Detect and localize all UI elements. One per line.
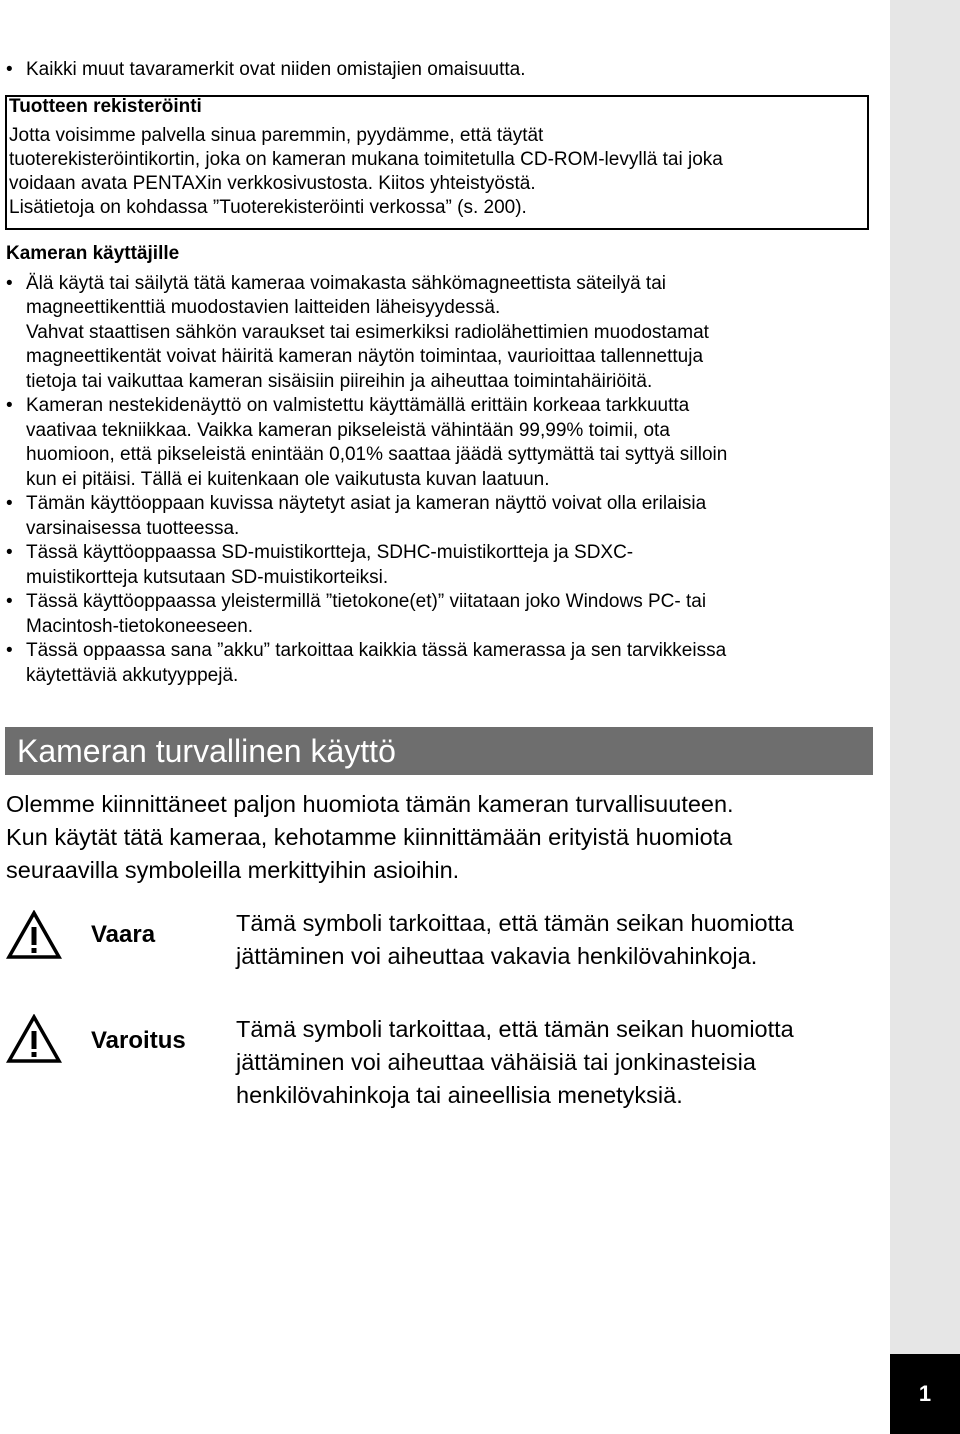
caution-description: henkilövahinkoja tai aineellisia menetyksiä. (236, 1082, 683, 1108)
users-bullet-line: Älä käytä tai säilytä tätä kameraa voimakasta sähkömagneettista säteilyä tai (26, 273, 666, 294)
users-bullet-line: vaativaa tekniikkaa. Vaikka kameran pikseleistä vähintään 99,99% toimii, ota (26, 420, 670, 441)
users-bullet-line: huomioon, että pikseleistä enintään 0,01% saattaa jäädä syttymättä tai syttyä silloin (26, 444, 728, 465)
caution-label: Varoitus (91, 1027, 186, 1054)
registration-line: Lisätietoja on kohdassa ”Tuoterekisteröinti verkossa” (s. 200). (9, 197, 527, 218)
users-bullet-line: Tässä käyttöoppaassa yleistermillä ”tietokone(et)” viitataan joko Windows PC- tai (26, 591, 707, 612)
safety-intro-line: seuraavilla symboleilla merkittyihin asioihin. (6, 857, 460, 883)
users-bullet-line: Tämän käyttöoppaan kuvissa näytetyt asiat ja kameran näyttö voivat olla erilaisia (26, 493, 707, 514)
users-bullet-line: Kameran nestekidenäyttö on valmistettu käyttämällä erittäin korkeaa tarkkuutta (26, 395, 690, 416)
bullet-marker: • (6, 59, 13, 80)
bullet-marker: • (6, 542, 13, 563)
users-bullet-line: kun ei pitäisi. Tällä ei kuitenkaan ole vaikutusta kuvan laatuun. (26, 469, 550, 490)
users-bullet-line: Tässä käyttöoppaassa SD-muistikortteja, SDHC-muistikortteja ja SDXC- (26, 542, 634, 563)
bullet-marker: • (6, 395, 13, 416)
caution-description: Tämä symboli tarkoittaa, että tämän seikan huomiotta (236, 1016, 794, 1042)
side-margin-bar (890, 0, 960, 1434)
bullet-marker: • (6, 273, 13, 294)
registration-title: Tuotteen rekisteröinti (9, 96, 202, 117)
users-bullet-line: magneettikenttiä muodostavien laitteiden läheisyydessä. (26, 297, 501, 318)
users-bullet-line: tietoja tai vaikuttaa kameran sisäisiin piireihin ja aiheuttaa toimintahäiriöitä. (26, 371, 653, 392)
users-bullet-line: Vahvat staattisen sähkön varaukset tai esimerkiksi radiolähettimien muodostamat (26, 322, 709, 343)
bullet-marker: • (6, 493, 13, 514)
users-bullet-line: käytettäviä akkutyyppejä. (26, 665, 239, 686)
safety-intro-line: Olemme kiinnittäneet paljon huomiota tämän kameran turvallisuuteen. (6, 791, 734, 817)
users-bullet-line: muistikortteja kutsutaan SD-muistikorteiksi. (26, 567, 389, 588)
users-bullet-line: Macintosh-tietokoneeseen. (26, 616, 254, 637)
warning-triangle-icon (6, 1014, 62, 1064)
users-section-title: Kameran käyttäjille (6, 243, 180, 264)
bullet-marker: • (6, 591, 13, 612)
users-bullet-line: magneettikentät voivat häiritä kameran näytön toimintaa, vaurioittaa tallennettuja (26, 346, 704, 367)
page-number: 1 (890, 1354, 960, 1434)
caution-description: jättäminen voi aiheuttaa vähäisiä tai jonkinasteisia (236, 1049, 756, 1075)
danger-label: Vaara (91, 921, 156, 948)
users-bullet-line: Tässä oppaassa sana ”akku” tarkoittaa kaikkia tässä kamerassa ja sen tarvikkeissa (26, 640, 727, 661)
safety-intro-line: Kun käytät tätä kameraa, kehotamme kiinnittämään erityistä huomiota (6, 824, 733, 850)
danger-description: Tämä symboli tarkoittaa, että tämän seikan huomiotta (236, 910, 794, 936)
registration-line: voidaan avata PENTAXin verkkosivustosta. Kiitos yhteistyöstä. (9, 173, 536, 194)
trademark-note: Kaikki muut tavaramerkit ovat niiden omistajien omaisuutta. (26, 59, 526, 80)
safety-section-banner: Kameran turvallinen käyttö (5, 727, 873, 775)
registration-line: Jotta voisimme palvella sinua paremmin, pyydämme, että täytät (9, 125, 544, 146)
danger-description: jättäminen voi aiheuttaa vakavia henkilövahinkoja. (236, 943, 758, 969)
registration-line: tuoterekisteröintikortin, joka on kameran mukana toimitetulla CD-ROM-levyllä tai joka (9, 149, 723, 170)
bullet-marker: • (6, 640, 13, 661)
users-bullet-line: varsinaisessa tuotteessa. (26, 518, 240, 539)
warning-triangle-icon (6, 910, 62, 960)
